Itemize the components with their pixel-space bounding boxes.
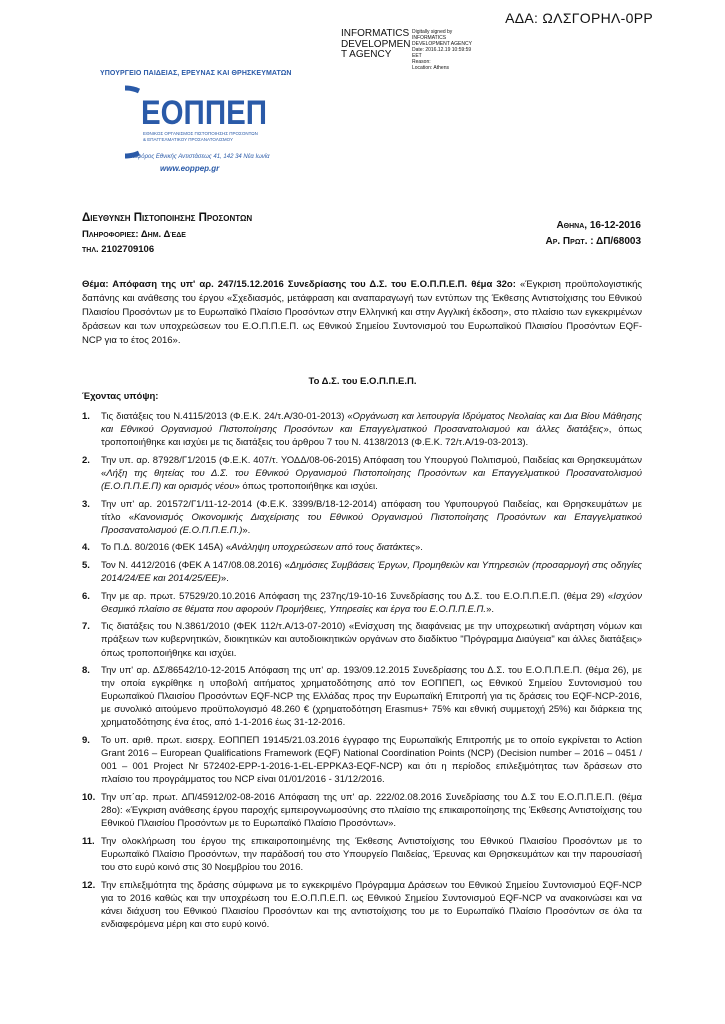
digital-signature-signer: INFORMATICS DEVELOPMEN T AGENCY	[341, 28, 411, 60]
list-item-italic-text: Λήξη της θητείας του Δ.Σ. του Εθνικού Οργανισμού Πιστοποίησης Προσόντων και Επαγγελματικού Προσανατολισμού (Ε.Ο.Π.Π.Ε.Π) και ορισμός νέου	[101, 467, 642, 492]
list-item-text: Την υπ' αρ. ΔΣ/86542/10-12-2015 Απόφαση της υπ' αρ. 193/09.12.2015 Συνεδρίασης του Δ.Σ. του Ε.Ο.Π.Π.Ε.Π. (θέμα 26), με την οποία εγκρίθηκε η υποβολή αιτήματος χρηματοδότησης από τον ΕΟΠΠΕΠ, ως Εθνικού Σημείου Συντονισμού του Ευρωπαϊκού Πλαισίου Προσόντων EQF-NCP της Ελλάδας προς την Ευρωπαϊκή Επιτροπή για τις δράσεις του EQF-NCP-2016, με συνολικό αιτούμενο προϋπολογισμό 48.260 € (χρηματοδότηση Erasmus+ 75% και εθνική συμμετοχή 25%) και διάρκεια της χρηματοδότησης ένα έτος, από 1-1-2016 έως 31-12-2016.	[101, 665, 642, 729]
document-date: Αθηνα, 16-12-2016	[556, 220, 641, 231]
list-item-text-end: ».	[242, 524, 251, 536]
list-item-number: 3.	[82, 498, 90, 510]
list-item-number: 6.	[82, 590, 90, 602]
list-item-number: 10.	[82, 791, 96, 803]
list-item-number: 12.	[82, 879, 96, 891]
list-item	[82, 559, 642, 585]
list-item	[82, 791, 642, 830]
directorate-title: Διευθυνση Πιστοποιησης Προσοντων	[82, 212, 253, 224]
list-item-text: Την υπ. αρ. 87928/Γ1/2015 (Φ.Ε.Κ. 407/τ. ΥΟΔΔ/08-06-2015) Απόφαση του Υπουργού Πολιτισμού, Παιδείας και Θρησκευμάτων «	[101, 454, 642, 479]
signature-detail: Date: 2016.12.19 10:59:59	[412, 47, 472, 53]
list-item	[82, 410, 642, 449]
list-item-italic-text: Ισχύον Θεσμικό πλαίσιο σε θέματα που αφορούν Προμήθειες, Υπηρεσίες και έργα του Ε.Ο.Π.Π.Ε.Π.	[101, 590, 642, 615]
list-item-text: Την ολοκλήρωση του έργου της επικαιροποιημένης της Έκθεσης Αντιστοίχισης του Εθνικού Πλαισίου Προσόντων με το Ευρωπαϊκό Πλαίσιο Προσόντων, την παράδοσή του στο Υπουργείο Παιδείας, Έρευνας και Θρησκευμάτων και την παρουσίασή του στο ευρύ κοινό στις 30 Νοεμβρίου του 2016.	[101, 835, 642, 873]
list-item-text: Τις διατάξεις του Ν.4115/2013 (Φ.Ε.Κ. 24/τ.Α/30-01-2013) «	[101, 411, 353, 422]
signature-detail: Location: Athens	[412, 65, 449, 71]
logo-line-2: & ΕΠΑΓΓΕΛΜΑΤΙΚΟΥ ΠΡΟΣΑΝΑΤΟΛΙΣΜΟΥ	[143, 137, 233, 142]
list-item	[82, 835, 642, 874]
list-item-italic-text: Ανάληψη υποχρεώσεων από τους διατάκτες	[231, 542, 415, 554]
list-item-italic-text: Κανονισμός Οικονομικής Διαχείρισης του Εθνικού Οργανισμού Πιστοποίησης Προσόντων και Επαγγελματικού Προσανατολισμού (Ε.Ο.Π.Π.Ε.Π.)	[101, 511, 642, 536]
list-item	[82, 664, 642, 729]
list-item-number: 7.	[82, 621, 90, 633]
list-item-number: 2.	[82, 454, 90, 466]
list-item-text-end: ».	[414, 542, 423, 554]
list-item-text: Τον Ν. 4412/2016 (ΦΕΚ Α 147/08.08.2016) «	[101, 559, 290, 571]
protocol-number: Αρ. Πρωτ. : ΔΠ/68003	[545, 236, 641, 247]
considerations-list	[82, 410, 642, 935]
board-title: Το Δ.Σ. του Ε.Ο.Π.Π.Ε.Π.	[308, 376, 417, 387]
list-item-text: Το Π.Δ. 80/2016 (ΦΕΚ 145Α) «	[101, 542, 232, 554]
list-item-text-end: », όπως τροποποιήθηκε και ισχύει με τις διατάξεις του άρθρου 7 του Ν. 4138/2013 (Φ.Ε.Κ. 72/τ.Α/19-03-2013).	[101, 424, 642, 449]
list-item	[82, 590, 642, 616]
list-item-number: 4.	[82, 542, 90, 554]
list-item	[82, 541, 642, 554]
list-item-number: 11.	[82, 835, 95, 847]
logo-website: www.eoppep.gr	[160, 164, 220, 173]
list-item	[82, 498, 642, 537]
phone-number: τηλ. 2102709106	[82, 244, 155, 255]
logo-name: ΕΟΠΠΕΠ	[141, 94, 267, 132]
list-item	[82, 454, 642, 493]
list-item-text-end: ».	[486, 603, 495, 615]
list-item-italic-text: Δημόσιες Συμβάσεις Έργων, Προμηθειών και Υπηρεσιών (προσαρμογή στις οδηγίες 2014/24/ΕΕ και 2014/25/ΕΕ)	[101, 559, 642, 585]
list-item-number: 1.	[82, 411, 90, 422]
signature-detail: EET	[412, 53, 422, 59]
list-item-text: Την επιλεξιμότητα της δράσης σύμφωνα με το εγκεκριμένο Πρόγραμμα Δράσεων του Εθνικού Σημείου Συντονισμού EQF-NCP για το 2016 καθώς και την υποχρέωση του Ε.Ο.Π.Π.Ε.Π. ως Εθνικού Σημείου Συντονισμού EQF-NCP να ανακοινώσει και να κάνει διάχυση του Εθνικού Πλαισίου Προσόντων και της αντιστοίχισης του με το Ευρωπαϊκό Πλαίσιο Προσόντων σε όλα τα ενδιαφερόμενα μέρη και στο ευρύ κοινό.	[101, 879, 642, 930]
list-item-text-end: ».	[220, 573, 229, 585]
signature-detail: INFORMATICS	[412, 35, 447, 41]
list-item-text: Την υπ' αρ. 201572/Γ1/11-12-2014 (Φ.Ε.Κ. 3399/Β/18-12-2014) απόφαση του Υφυπουργού Παιδείας, και Θρησκευμάτων με τίτλο «	[101, 498, 642, 523]
list-item-number: 8.	[82, 665, 90, 677]
logo-line-1: ΕΘΝΙΚΟΣ ΟΡΓΑΝΙΣΜΟΣ ΠΙΣΤΟΠΟΙΗΣΗΣ ΠΡΟΣΟΝΤΩΝ	[143, 131, 258, 136]
list-item-text: Τις διατάξεις του Ν.3861/2010 (ΦΕΚ 112/τ.Α/13-07-2010) «Ενίσχυση της διαφάνειας με την υποχρεωτική ανάρτηση νόμων και πράξεων των κυβερνητικών, διοικητικών και αυτοδιοικητικών οργάνων στο διαδίκτυο "Πρόγραμμα Διαύγεια" και άλλες διατάξεις» όπως τροποποιήθηκε και ισχύει.	[101, 621, 642, 659]
list-item	[82, 620, 642, 659]
list-item-text: Την υπ΄αρ. πρωτ. ΔΠ/45912/02-08-2016 Απόφαση της υπ' αρ. 222/02.08.2016 Συνεδρίασης του Δ.Σ του Ε.Ο.Π.Π.Ε.Π. (θέμα 28ο): «Έγκριση ανάθεσης έργου παροχής εμπειρογνωμοσύνης στο πλαίσιο της επικαιροποίησης της Έκθεσης Αντιστοίχισης του Εθνικού Πλαισίου Προσόντων με το Ευρωπαϊκό Πλαίσιο Προσόντων».	[101, 791, 642, 830]
list-item	[82, 879, 642, 931]
ada-code: ΑΔΑ: ΩΛΣΓΟΡΗΛ-0ΡΡ	[505, 10, 653, 26]
list-item-number: 5.	[82, 559, 90, 571]
digital-signature-details	[412, 29, 522, 71]
info-contact: Πληροφοριες: Δημ. Δέδε	[82, 229, 186, 240]
subject-paragraph	[82, 278, 642, 348]
signature-detail: Reason:	[412, 59, 431, 65]
subject-heading: Θέμα: Απόφαση της υπ' αρ. 247/15.12.2016 Συνεδρίασης του Δ.Σ. του Ε.Ο.Π.Π.Ε.Π. θέμα 32ο:	[82, 279, 516, 290]
list-item-text: Το υπ. αριθ. πρωτ. εισερχ. ΕΟΠΠΕΠ 19145/21.03.2016 έγγραφο της Ευρωπαϊκής Επιτροπής με το οποίο εγκρίνεται το Action Grant 2016 – European Qualifications Framework (EQF) National Coordination Points (NCP) (Decision number – 2016 – 0451 / 001 – 001 Project Nr 572402-EPP-1-2016-1-EL-EPPKA3-EQF-NCP) και ότι η περίοδος επιλεξιμότητας των δράσεων στο πλαίσιο του προγράμματος του NCP είναι 01/01/2016 - 31/12/2016.	[101, 735, 642, 786]
list-item	[82, 734, 642, 786]
ministry-name: ΥΠΟΥΡΓΕΙΟ ΠΑΙΔΕΙΑΣ, ΕΡΕΥΝΑΣ ΚΑΙ ΘΡΗΣΚΕΥΜΑΤΩΝ	[100, 70, 292, 77]
list-item-text: Την με αρ. πρωτ. 57529/20.10.2016 Απόφαση της 237ης/19-10-16 Συνεδρίασης του Δ.Σ. του Ε.Ο.Π.Π.Ε.Π. (θέμα 29) «	[101, 590, 614, 602]
logo-address: Λεωφόρος Εθνικής Αντιστάσεως 41, 142 34 Νέα Ιωνία	[126, 154, 270, 160]
subject-text: «Έγκριση προϋπολογιστικής δαπάνης και ανάθεσης του έργου «Σχεδιασμός, μετάφραση και αναπαραγωγή των εντύπων της Έκθεσης Αντιστοίχισης του Εθνικού Πλαισίου Προσόντων με το Ευρωπαϊκό Πλαίσιο Προσόντων στην Ελληνική και στην Αγγλική έκδοση», στο πλαίσιο των εγκεκριμένων δράσεων και των υποχρεώσεων του Ε.Ο.Π.Π.Ε.Π. ως Εθνικού Σημείου Συντονισμού του Ευρωπαϊκού Πλαισίου Προσόντων EQF-NCP για το έτος 2016».	[82, 279, 642, 346]
list-item-italic-text: Οργάνωση και λειτουργία Ιδρύματος Νεολαίας και Δια Βίου Μάθησης και Εθνικού Οργανισμού Πιστοποίησης Προσόντων και Επαγγελματικού Προσανατολισμού και άλλες διατάξεις	[101, 411, 642, 436]
list-item-text-end: » όπως τροποποιήθηκε και ισχύει.	[234, 480, 378, 492]
considering-heading: Έχοντας υπόψη:	[82, 391, 159, 402]
eoppep-logo	[125, 83, 285, 175]
signature-detail: Digitally signed by	[412, 29, 453, 35]
list-item-number: 9.	[82, 735, 90, 747]
signature-detail: DEVELOPMENT AGENCY	[412, 41, 472, 47]
